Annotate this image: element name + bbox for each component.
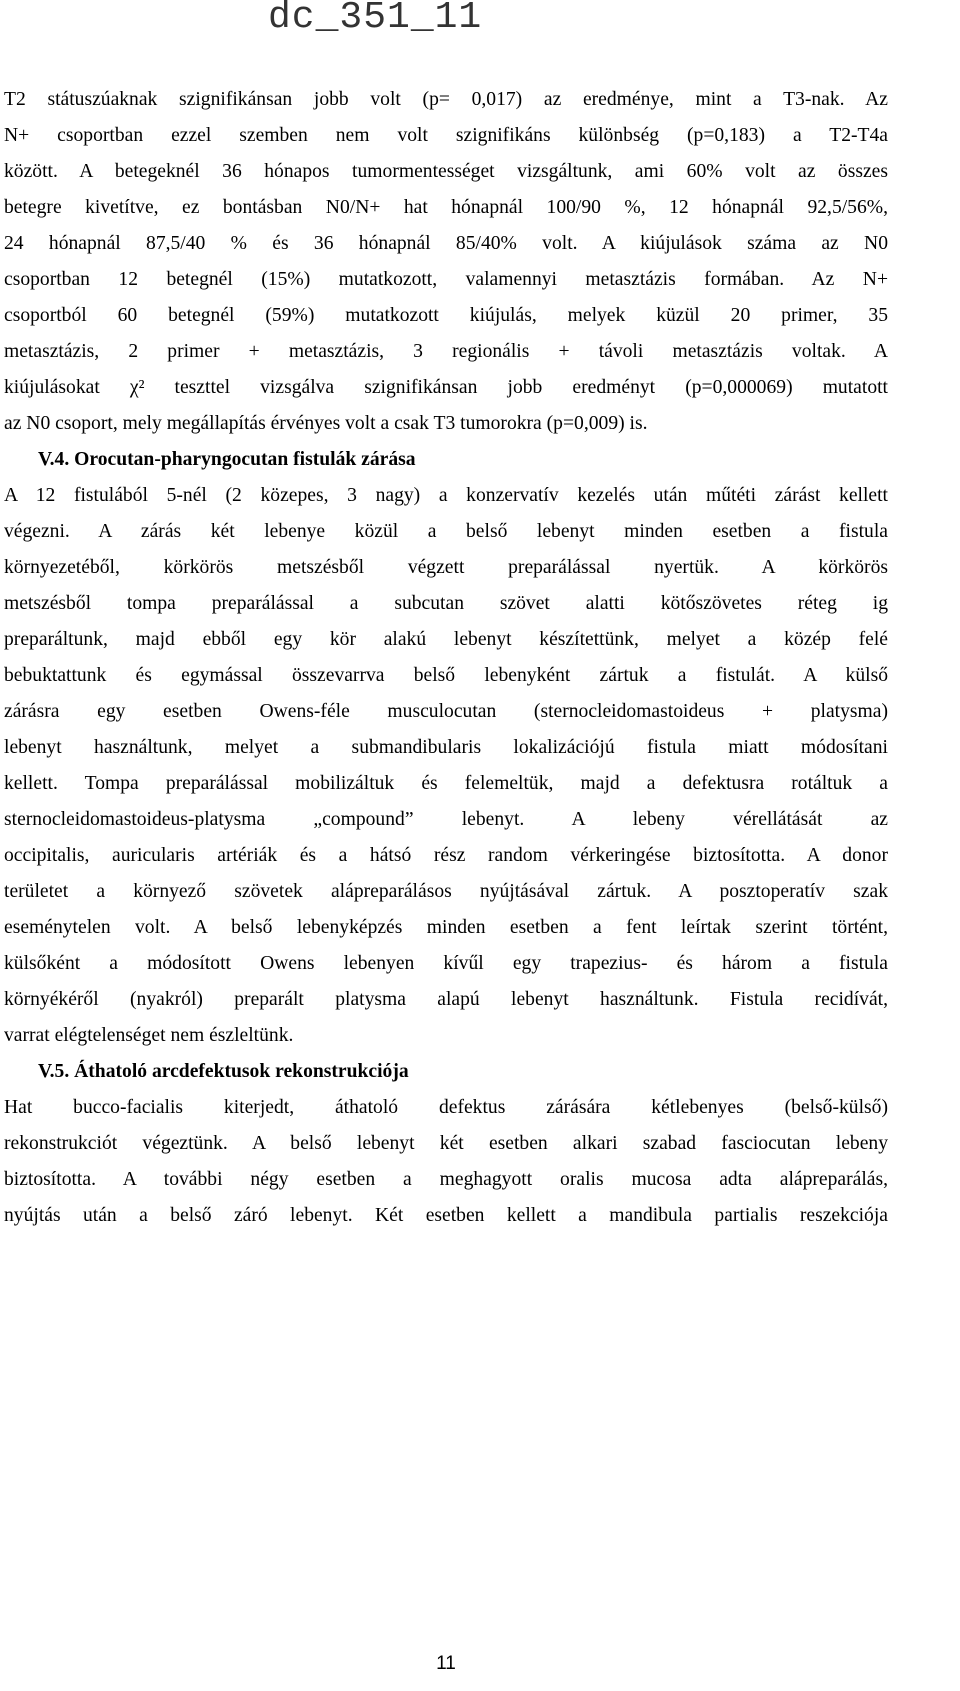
text-line: között. A betegeknél 36 hónapos tumormentességet vizsgáltunk, ami 60% volt az összes bbox=[4, 161, 888, 182]
text-line: betegre kivetítve, ez bontásban N0/N+ hat hónapnál 100/90 %, 12 hónapnál 92,5/56%, bbox=[4, 197, 888, 218]
text-line: metasztázis, 2 primer + metasztázis, 3 regionális + távoli metasztázis voltak. A bbox=[4, 341, 888, 362]
text-line: metszésből tompa preparálással a subcutan szövet alatti kötőszövetes réteg ig bbox=[4, 593, 888, 614]
text-line: csoportból 60 betegnél (59%) mutatkozott kiújulás, melyek küzül 20 primer, 35 bbox=[4, 305, 888, 326]
text-line: kiújulásokat χ² teszttel vizsgálva szignifikánsan jobb eredményt (p=0,000069) mutatott bbox=[4, 377, 888, 398]
text-line: bebuktattunk és egymással összevarrva belső lebenyként zártuk a fistulát. A külső bbox=[4, 665, 888, 686]
text-line: környezetéből, körkörös metszésből végzett preparálással nyertük. A körkörös bbox=[4, 557, 888, 578]
section-title: Áthatoló arcdefektusok rekonstrukciója bbox=[74, 1061, 409, 1082]
text-line: T2 státuszúaknak szignifikánsan jobb volt (p= 0,017) az eredménye, mint a T3-nak. Az bbox=[4, 89, 888, 110]
text-line: varrat elégtelenséget nem észleltünk. bbox=[4, 1025, 294, 1046]
text-line: occipitalis, auricularis artériák és a hátsó rész random vérkeringése biztosította. A donor bbox=[4, 845, 888, 866]
section-number: V.4. bbox=[38, 449, 70, 470]
text-line: kellett. Tompa preparálással mobilizáltuk és felemeltük, majd a defektusra rotáltuk a bbox=[4, 773, 888, 794]
section-title: Orocutan-pharyngocutan fistulák zárása bbox=[74, 449, 416, 470]
document-id-header: dc_351_11 bbox=[268, 0, 483, 39]
text-line: eseménytelen volt. A belső lebenyképzés minden esetben a fent leírtak szerint történt, bbox=[4, 917, 888, 938]
text-line: preparáltunk, majd ebből egy kör alakú lebenyt készítettünk, melyet a közép felé bbox=[4, 629, 888, 650]
page-number: 11 bbox=[436, 1653, 456, 1674]
text-line: az N0 csoport, mely megállapítás érvényes volt a csak T3 tumorokra (p=0,009) is. bbox=[4, 413, 648, 434]
text-line: környékéről (nyakról) preparált platysma alapú lebenyt használtunk. Fistula recidívát, bbox=[4, 989, 888, 1010]
text-line: területet a környező szövetek alápreparálásos nyújtásával zártuk. A posztoperatív szak bbox=[4, 881, 888, 902]
text-line: N+ csoportban ezzel szemben nem volt szignifikáns különbség (p=0,183) a T2-T4a bbox=[4, 125, 888, 146]
section-v4-paragraph bbox=[4, 478, 888, 1054]
text-line: végezni. A zárás két lebenye közül a belső lebenyt minden esetben a fistula bbox=[4, 521, 888, 542]
text-line: nyújtás után a belső záró lebenyt. Két esetben kellett a mandibula partialis reszekciója bbox=[4, 1205, 888, 1226]
document-body bbox=[4, 82, 888, 1234]
text-line: lebenyt használtunk, melyet a submandibularis lokalizációjú fistula miatt módosítani bbox=[4, 737, 888, 758]
text-line: 24 hónapnál 87,5/40 % és 36 hónapnál 85/40% volt. A kiújulások száma az N0 bbox=[4, 233, 888, 254]
text-line: csoportban 12 betegnél (15%) mutatkozott, valamennyi metasztázis formában. Az N+ bbox=[4, 269, 888, 290]
text-line: Hat bucco-facialis kiterjedt, áthatoló defektus zárására kétlebenyes (belső-külső) bbox=[4, 1097, 888, 1118]
text-line: sternocleidomastoideus-platysma „compound” lebenyt. A lebeny vérellátását az bbox=[4, 809, 888, 830]
text-line: külsőként a módosított Owens lebenyen kívűl egy trapezius- és három a fistula bbox=[4, 953, 888, 974]
section-heading-v4 bbox=[4, 442, 888, 478]
text-line: A 12 fistulából 5-nél (2 közepes, 3 nagy) a konzervatív kezelés után műtéti zárást kellett bbox=[4, 485, 888, 506]
section-heading-v5 bbox=[4, 1054, 888, 1090]
text-line: biztosította. A további négy esetben a meghagyott oralis mucosa adta alápreparálás, bbox=[4, 1169, 888, 1190]
section-v5-paragraph bbox=[4, 1090, 888, 1234]
text-line: rekonstrukciót végeztünk. A belső lebenyt két esetben alkari szabad fasciocutan lebeny bbox=[4, 1133, 888, 1154]
intro-paragraph bbox=[4, 82, 888, 442]
text-line: zárásra egy esetben Owens-féle musculocutan (sternocleidomastoideus + platysma) bbox=[4, 701, 888, 722]
section-number: V.5. bbox=[38, 1061, 70, 1082]
